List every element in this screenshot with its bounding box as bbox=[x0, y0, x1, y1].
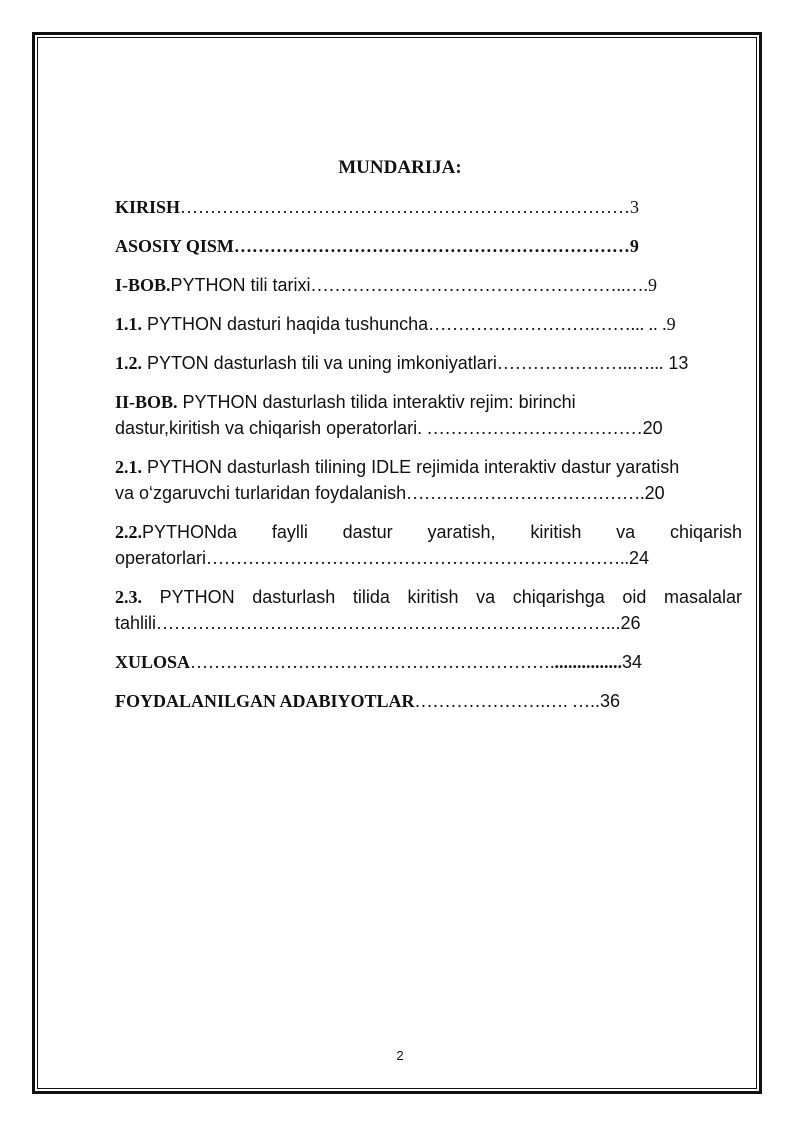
entry-label: 2.1. bbox=[115, 457, 142, 477]
entry-text-line1: PYTHON dasturlash tilining IDLE rejimida interaktiv dastur yaratish bbox=[142, 457, 680, 477]
entry-label: I-BOB. bbox=[115, 275, 171, 295]
dot-leader: ……………………………………………..… bbox=[310, 275, 644, 295]
entry-text-line2: tahlili bbox=[115, 613, 157, 633]
dot-leader: …………………………………………………………………. bbox=[156, 613, 611, 633]
page-ref: 20 bbox=[642, 418, 663, 438]
toc-entry-2-2[interactable] bbox=[115, 519, 742, 571]
page-ref: ..26 bbox=[610, 613, 641, 633]
entry-label: ASOSIY QISM bbox=[115, 236, 234, 256]
dot-leader: …………………………………. bbox=[406, 483, 645, 503]
dot-leader: ……………………………………………………. bbox=[190, 652, 555, 672]
dot-leader: …………………..…... bbox=[496, 353, 664, 373]
dot-leader: ……………………………… bbox=[422, 418, 643, 438]
entry-label: 1.2. bbox=[115, 353, 142, 373]
toc-entry-1-1[interactable] bbox=[115, 311, 742, 337]
page-ref: 9 bbox=[629, 236, 639, 256]
page-ref: 3 bbox=[630, 197, 640, 217]
entry-text-line1: PYTHONda faylli dastur yaratish, kiritish va chiqarish bbox=[142, 522, 742, 542]
entry-text-line1: PYTHON dasturlash tilida interaktiv rejim: birinchi bbox=[177, 392, 576, 412]
entry-text: PYTHON dasturi haqida tushuncha bbox=[142, 314, 429, 334]
page-number: 2 bbox=[396, 1048, 404, 1063]
dot-leader-bold: ............... bbox=[554, 652, 623, 672]
page-ref: 24 bbox=[629, 548, 650, 568]
dot-leader: …………………………………………………………….. bbox=[206, 548, 630, 568]
entry-text-line2: va o‘zgaruvchi turlaridan foydalanish bbox=[115, 483, 407, 503]
dot-leader: ……………………….……... .. . bbox=[428, 314, 667, 334]
entry-label: KIRISH bbox=[115, 197, 181, 217]
toc-entry-asosiy-qism[interactable] bbox=[115, 233, 742, 259]
toc-entry-2-1[interactable] bbox=[115, 454, 742, 506]
entry-label: 2.3. bbox=[115, 587, 142, 607]
entry-label: II-BOB. bbox=[115, 392, 178, 412]
page-ref: ..36 bbox=[590, 691, 621, 711]
entry-label: XULOSA bbox=[115, 652, 191, 672]
entry-text: PYTON dasturlash tili va uning imkoniyatlari bbox=[142, 353, 497, 373]
table-of-contents bbox=[115, 194, 742, 727]
toc-title: MUNDARIJA: bbox=[338, 157, 462, 178]
entry-text-line1: PYTHON dasturlash tilida kiritish va chiqarishga oid masalalar bbox=[142, 587, 742, 607]
page-ref: 13 bbox=[663, 353, 689, 373]
page-ref: 9 bbox=[666, 314, 676, 334]
toc-entry-foydalanilgan-adabiyotlar[interactable] bbox=[115, 688, 742, 714]
dot-leader: ………………………………………………………… bbox=[233, 236, 630, 256]
page-ref: 34 bbox=[622, 652, 643, 672]
entry-text: PYTHON tili tarixi bbox=[170, 275, 311, 295]
entry-text-line2: operatorlari bbox=[115, 548, 207, 568]
toc-entry-xulosa[interactable] bbox=[115, 649, 742, 675]
toc-entry-bob-1[interactable] bbox=[115, 272, 742, 298]
toc-entry-bob-2[interactable] bbox=[115, 389, 742, 441]
entry-label: 1.1. bbox=[115, 314, 142, 334]
dot-leader: ………………………………………………………………… bbox=[180, 197, 631, 217]
page-ref: 20 bbox=[644, 483, 665, 503]
toc-entry-kirish[interactable] bbox=[115, 194, 742, 220]
toc-entry-1-2[interactable] bbox=[115, 350, 742, 376]
dot-leader: ………………….…. … bbox=[414, 691, 591, 711]
toc-entry-2-3[interactable] bbox=[115, 584, 742, 636]
entry-label: 2.2. bbox=[115, 522, 142, 542]
entry-text-line2: dastur,kiritish va chiqarish operatorlari. bbox=[115, 418, 423, 438]
page-ref: .9 bbox=[643, 275, 658, 295]
entry-label: FOYDALANILGAN ADABIYOTLAR bbox=[115, 691, 415, 711]
